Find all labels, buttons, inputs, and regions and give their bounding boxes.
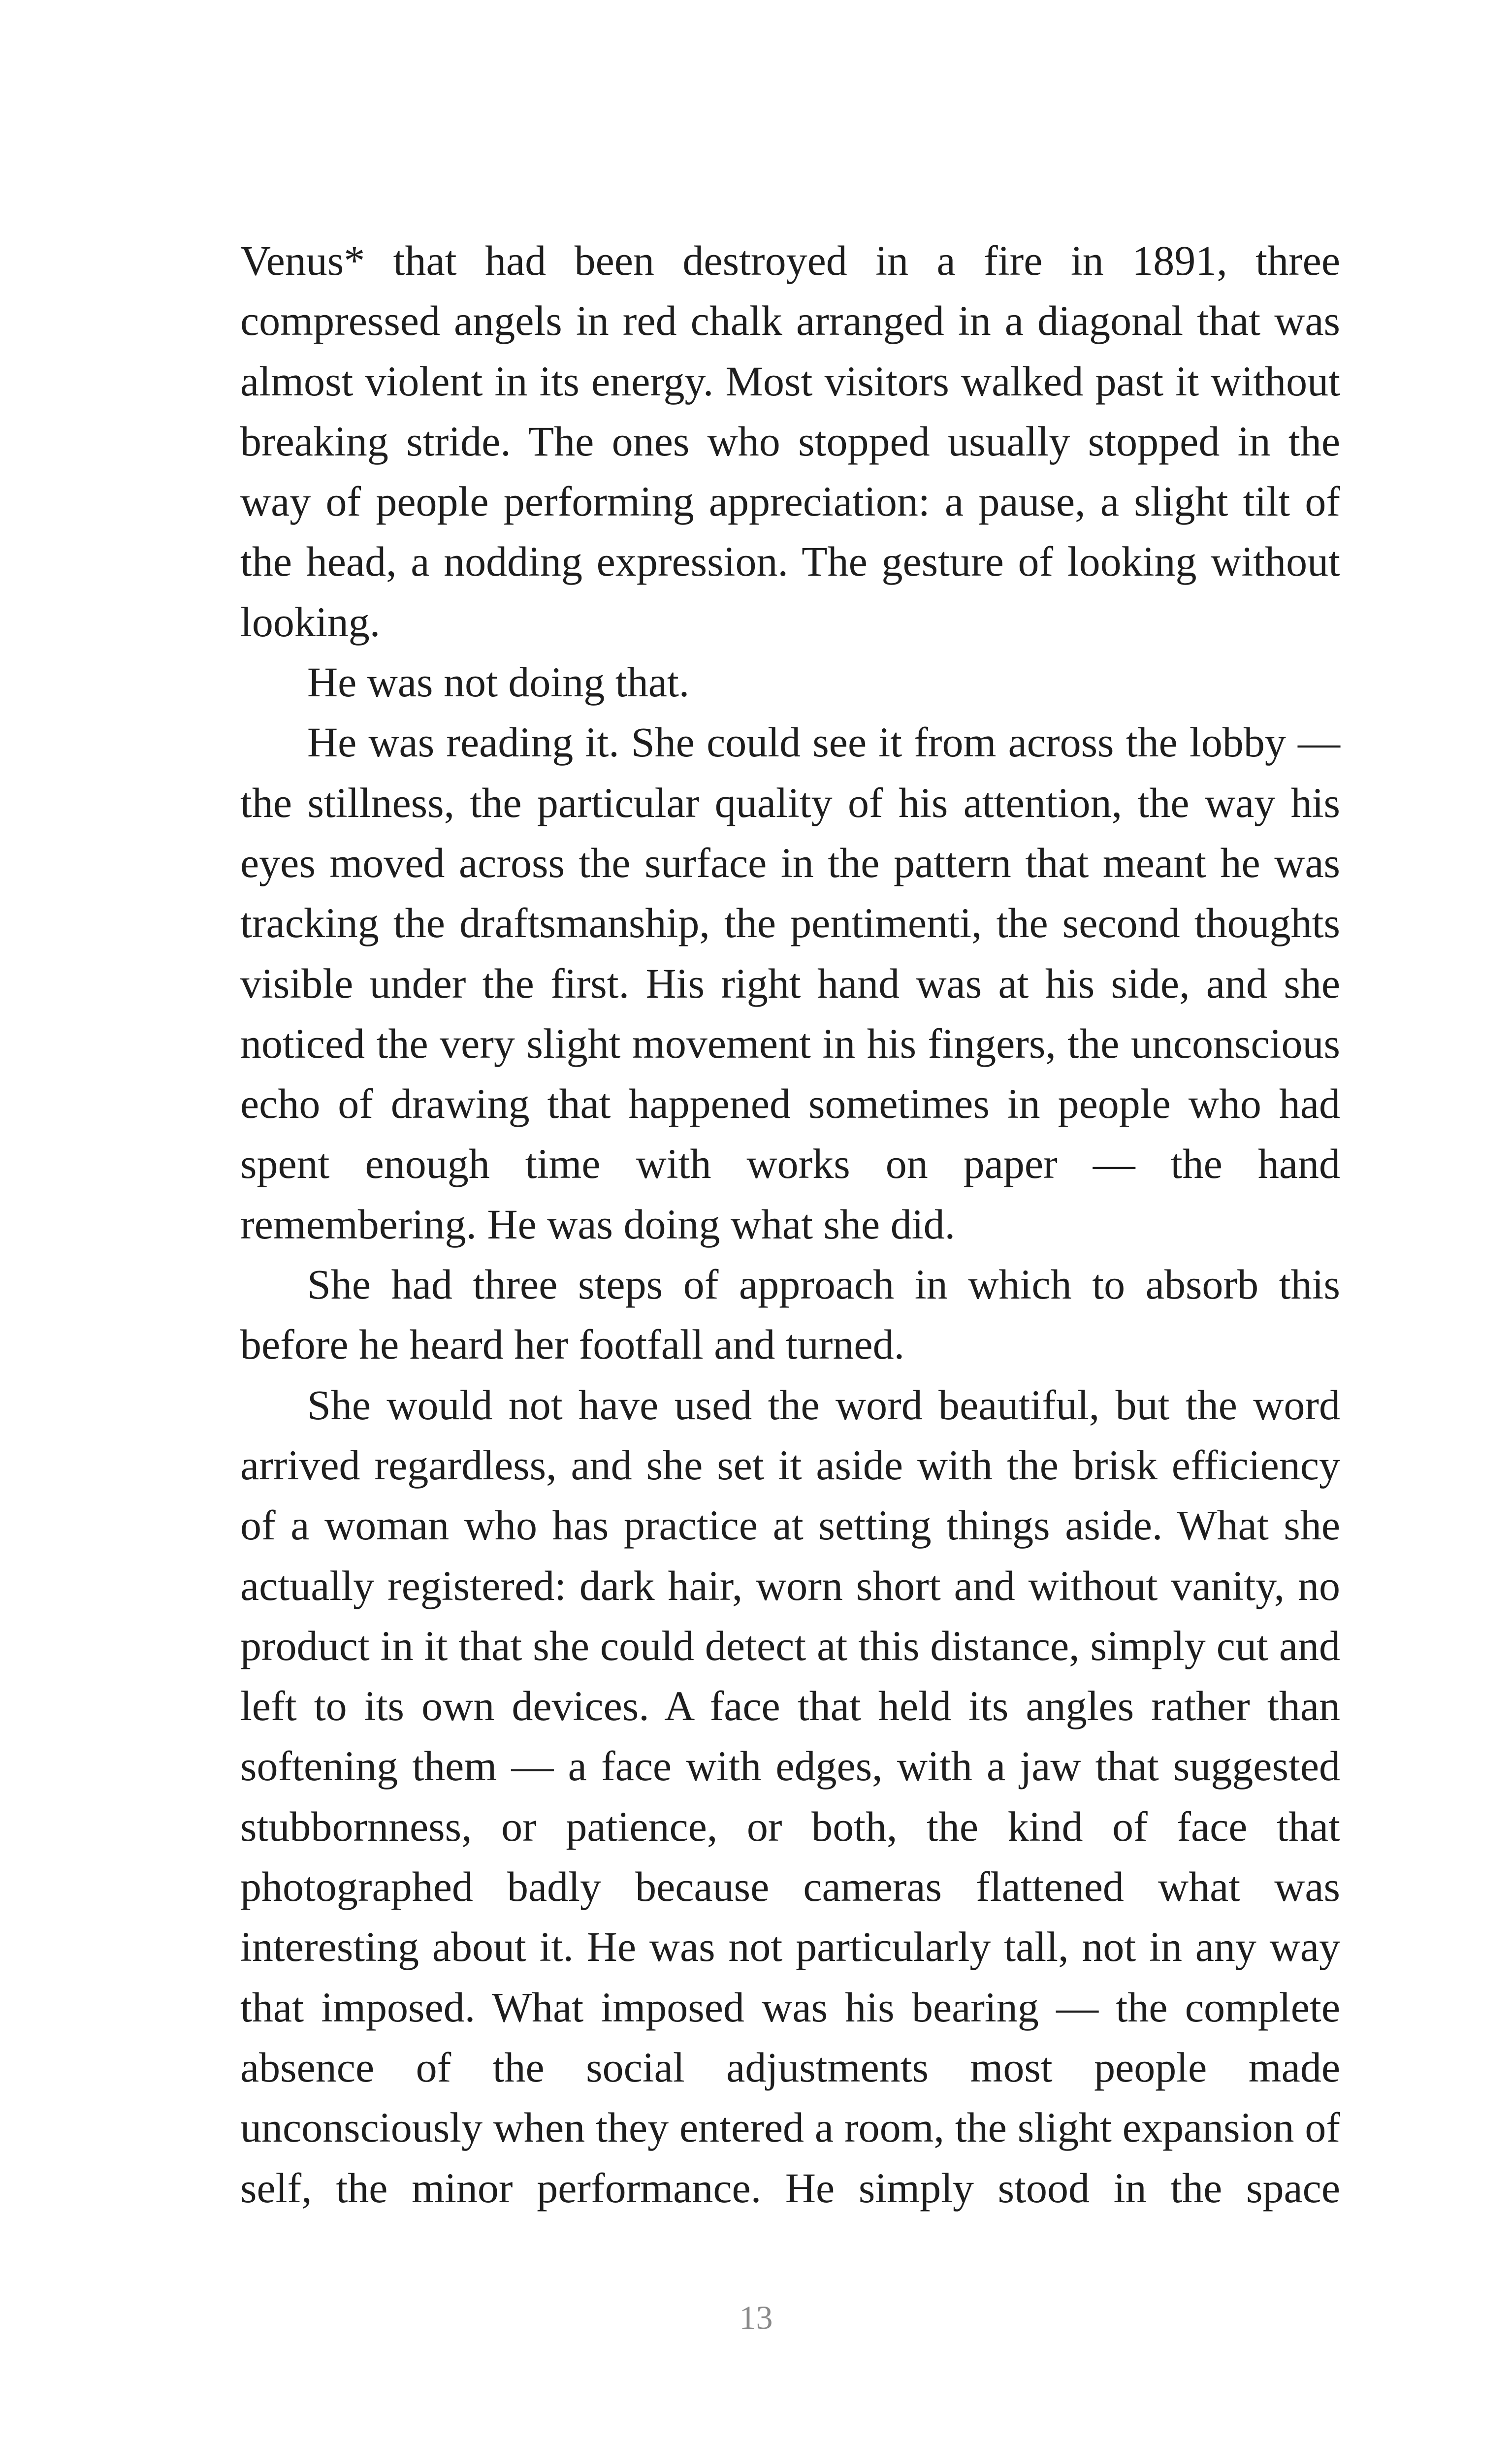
paragraph: He was reading it. She could see it from across the lobby — the stillness, the particular quality of his attention, the way his eyes moved across the surface in the pattern that meant he was tracking the draftsmanship, the pentimenti, the second thoughts visible under the first. His right hand was at his side, and she noticed the very slight movement in his fingers, the unconscious echo of drawing that happened sometimes in people who had spent enough time with works on paper — the hand remembering. He was doing what she did. [240, 718, 1340, 1248]
paragraph: He was not doing that. [307, 658, 690, 706]
paragraph-last: She would not have used the word beautiful, but the word arrived regardless, and she set it aside with the brisk efficiency of a woman who has practice at setting things aside. What she actually registered: dark hair, worn short and without vanity, no product in it that she could detect at this distance, simply cut and left to its own devices. A face that held its angles rather than softening them — a face with edges, with a jaw that suggested stubbornness, or patience, or both, the kind of face that photographed badly because cameras flattened what was interesting about it. He was not particularly tall, not in any way that imposed. What imposed was his bearing — the complete absence of the social adjustments most people made unconsciously when they entered a room, the slight expansion of self, the minor performance. He simply stood in the space [240, 1381, 1340, 2212]
page-number: 13 [739, 2299, 773, 2336]
paragraph-continuation: Venus* that had been destroyed in a fire in 1891, three compressed angels in red chalk arranged in a diagonal that was almost violent in its energy. Most visitors walked past it without breaking stride. The ones who stopped usually stopped in the way of people performing appreciation: a pause, a slight tilt of the head, a nodding expression. The gesture of looking without looking. [240, 237, 1340, 646]
body-text [240, 230, 1340, 2218]
paragraph: She had three steps of approach in which to absorb this before he heard her footfall and turned. [240, 1261, 1340, 1368]
